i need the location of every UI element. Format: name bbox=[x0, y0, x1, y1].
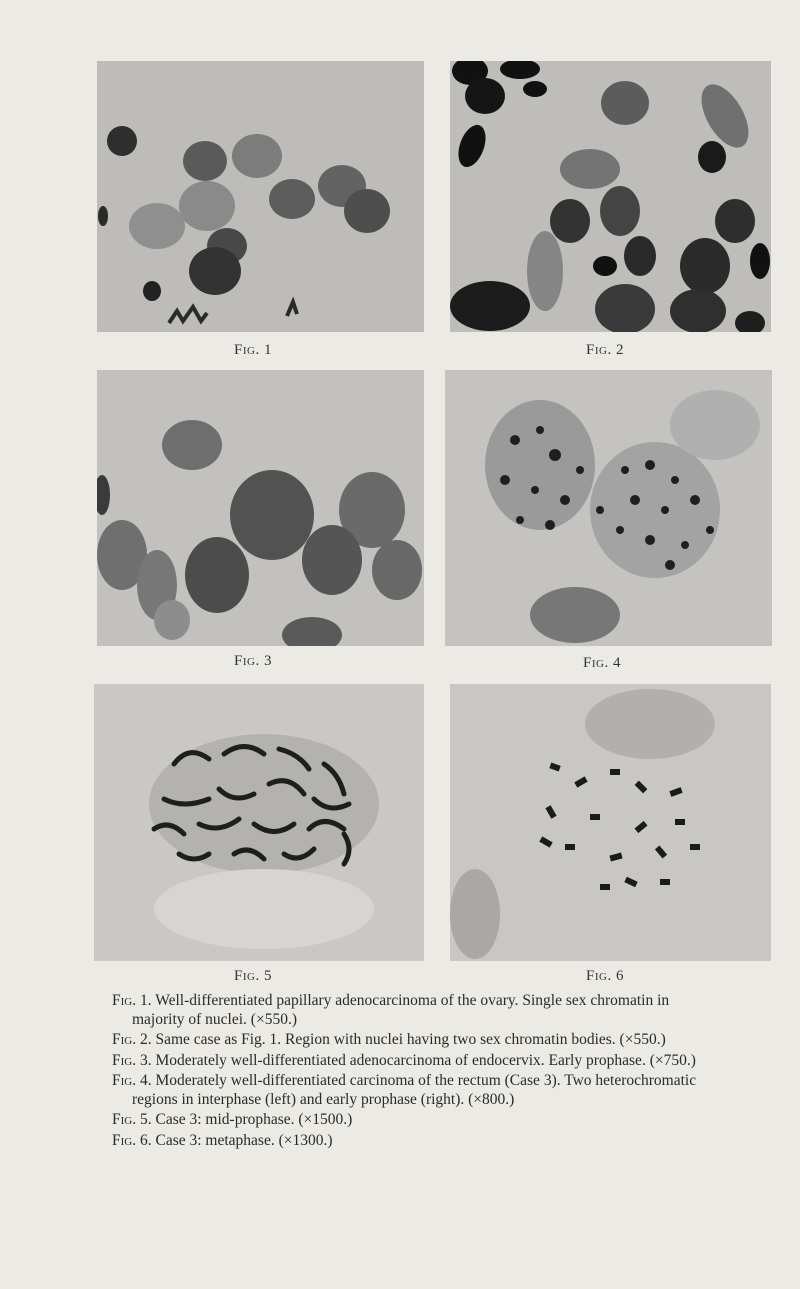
figure-5-image bbox=[94, 684, 424, 961]
figure-6-image bbox=[450, 684, 771, 961]
figure-2-label: Fig. 2 bbox=[586, 342, 624, 358]
caption-fig-5: Fig. 5. Case 3: mid-prophase. (×1500.) bbox=[112, 1111, 353, 1128]
figure-4-micrograph bbox=[445, 370, 772, 646]
figure-5-micrograph bbox=[94, 684, 424, 961]
caption-fig-2: Fig. 2. Same case as Fig. 1. Region with nuclei having two sex chromatin bodies. (×550.) bbox=[112, 1031, 666, 1048]
figure-3-label: Fig. 3 bbox=[234, 653, 272, 669]
figure-1-image bbox=[97, 61, 424, 332]
figure-4-image bbox=[445, 370, 772, 646]
figure-2-image bbox=[450, 61, 771, 332]
figure-3-image bbox=[97, 370, 424, 646]
figure-5-label: Fig. 5 bbox=[234, 968, 272, 984]
figure-1-micrograph bbox=[97, 61, 424, 332]
figure-2-micrograph bbox=[450, 61, 771, 332]
caption-fig-4: Fig. 4. Moderately well-differentiated carcinoma of the rectum (Case 3). Two heterochromatic regions in interphase (left) and early prophase (right). (×800.) bbox=[112, 1072, 697, 1108]
figure-6-micrograph bbox=[450, 684, 771, 961]
figure-6-label: Fig. 6 bbox=[586, 968, 624, 984]
figure-3-micrograph bbox=[97, 370, 424, 646]
figure-4-label: Fig. 4 bbox=[583, 655, 621, 671]
figure-captions bbox=[112, 992, 724, 1152]
caption-fig-1: Fig. 1. Well-differentiated papillary adenocarcinoma of the ovary. Single sex chromatin in majority of nuclei. (×550.) bbox=[112, 992, 670, 1028]
caption-fig-3: Fig. 3. Moderately well-differentiated adenocarcinoma of endocervix. Early prophase. (×750.) bbox=[112, 1051, 696, 1069]
caption-fig-6: Fig. 6. Case 3: metaphase. (×1300.) bbox=[112, 1131, 333, 1149]
figure-1-label: Fig. 1 bbox=[234, 342, 272, 358]
